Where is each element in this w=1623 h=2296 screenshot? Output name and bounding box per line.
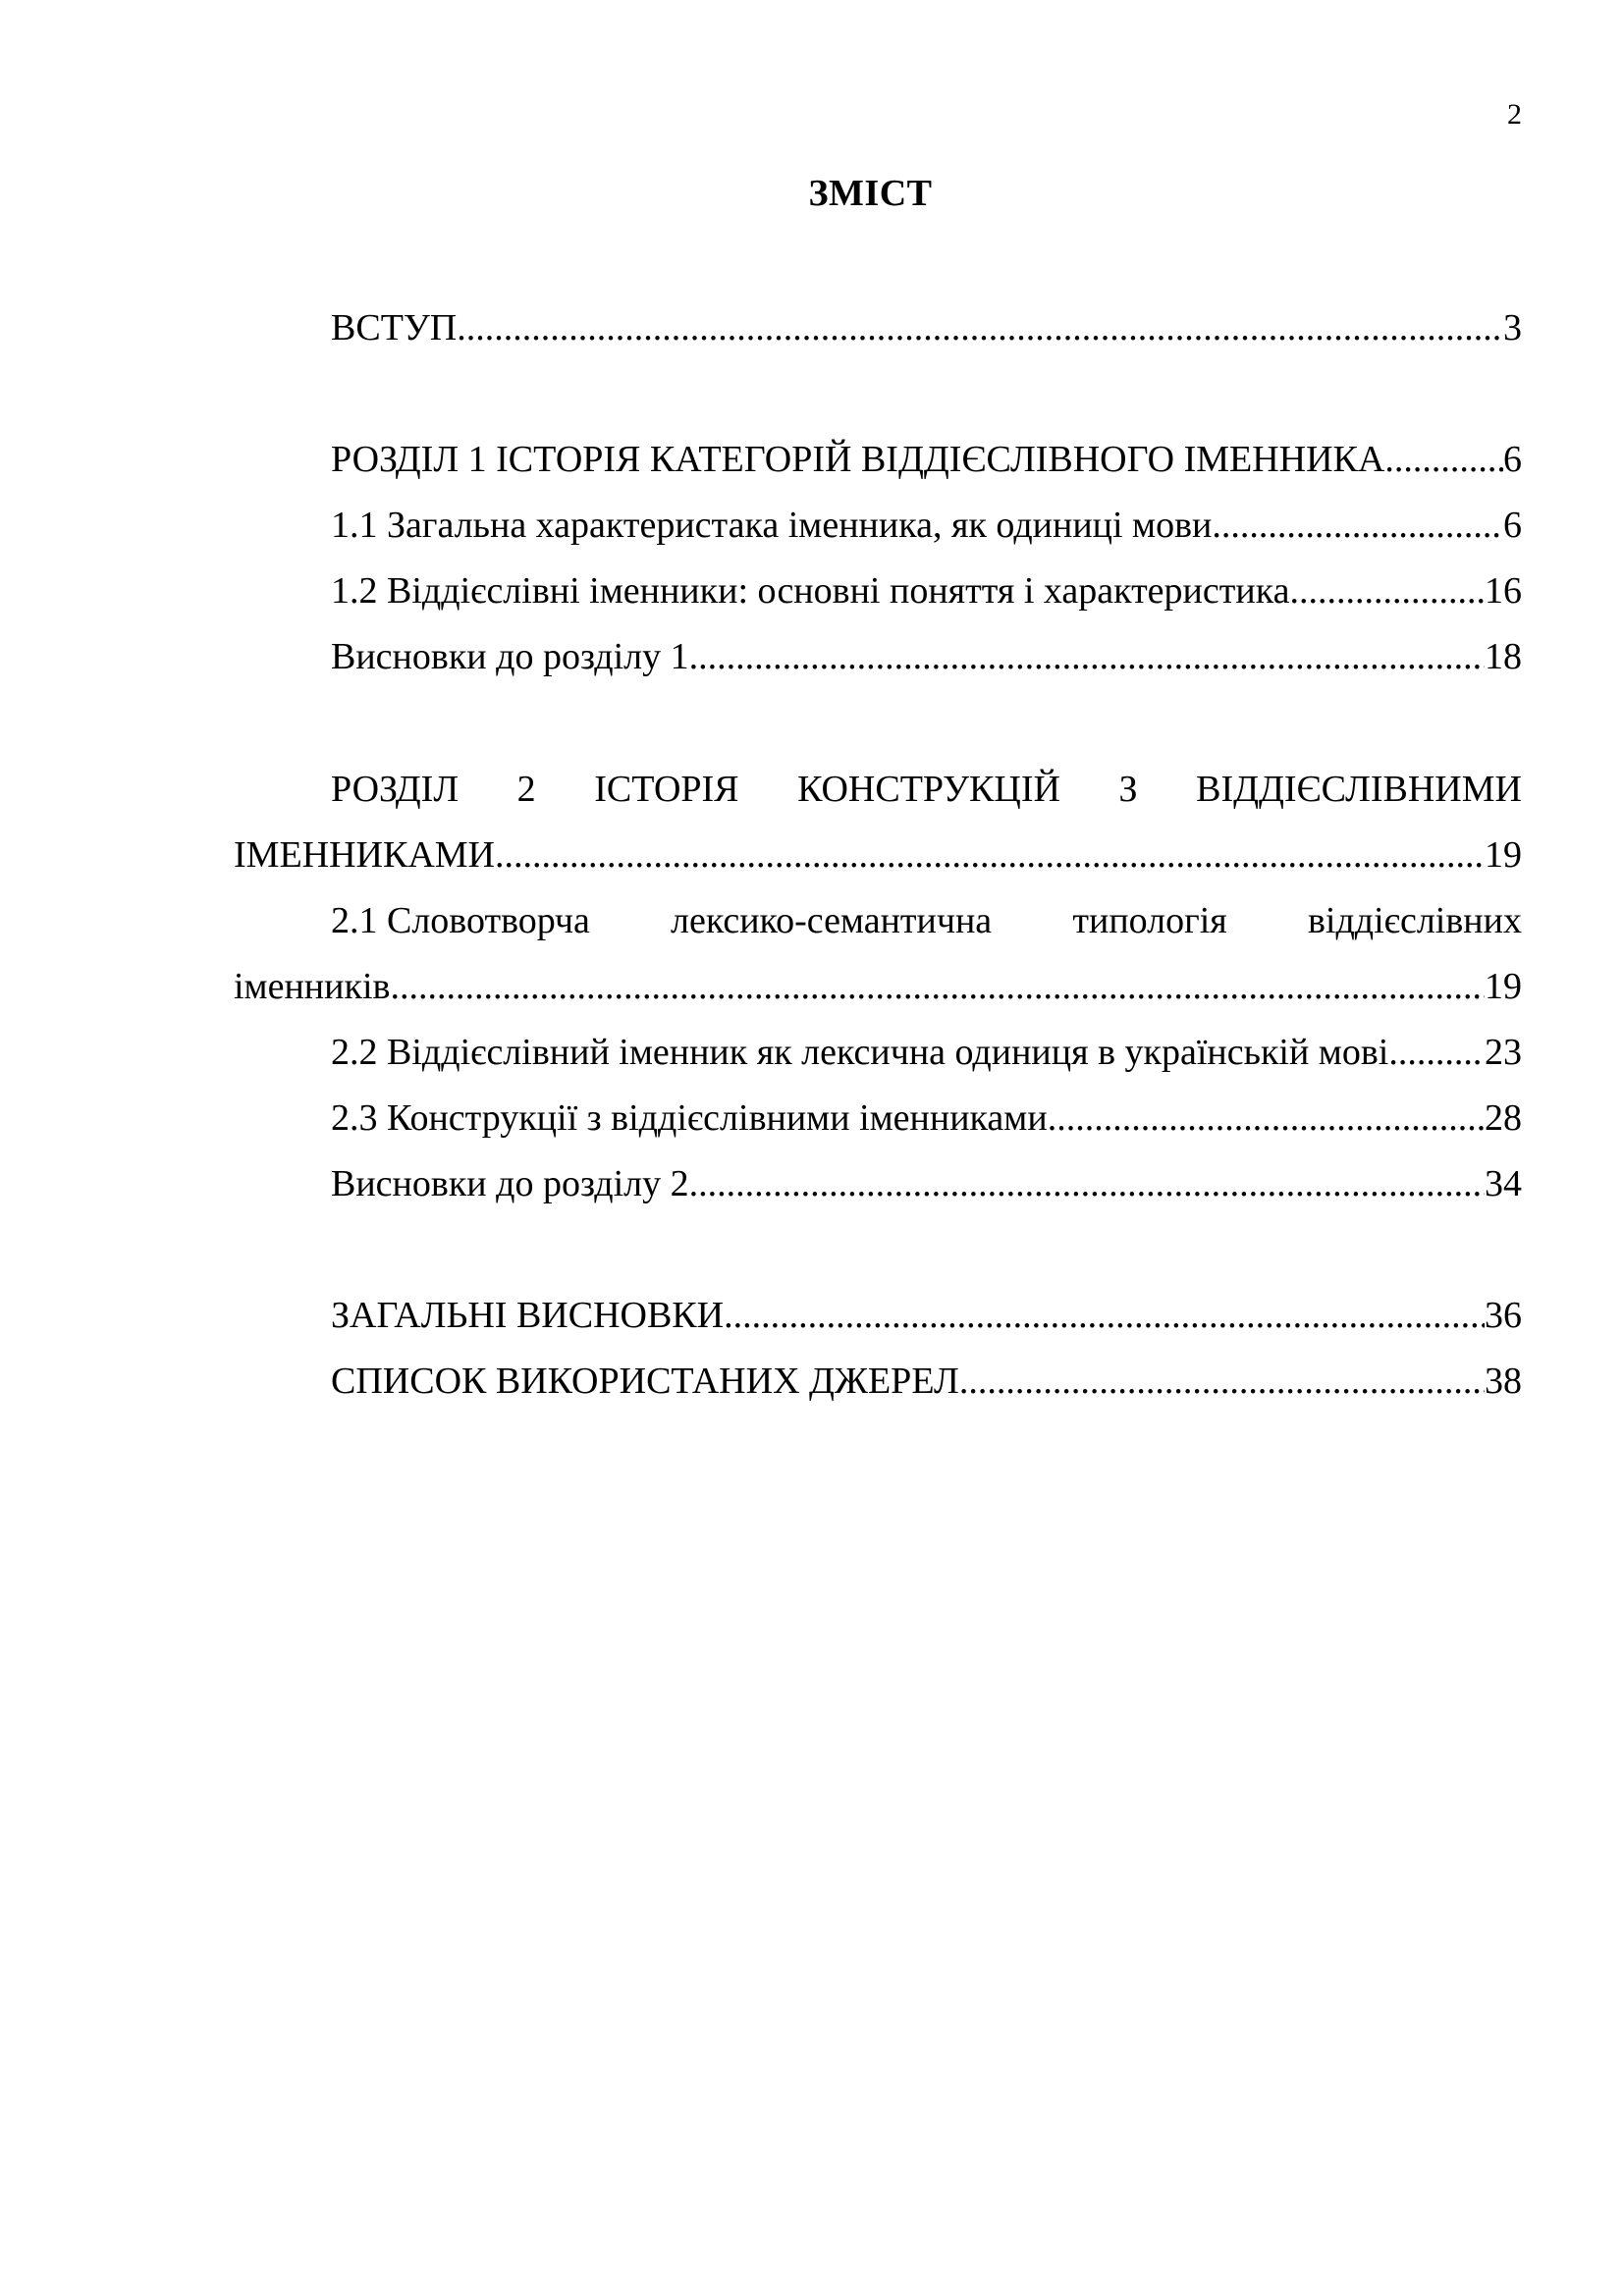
toc-word: ВІДДІЄСЛІВНИМИ [1196, 769, 1522, 810]
toc-entry-chapter-2-continuation[interactable] [234, 831, 1522, 879]
toc-page-number: 23 [1485, 1032, 1522, 1073]
toc-entry-intro[interactable] [331, 304, 1522, 351]
toc-page-number: 18 [1485, 636, 1522, 677]
toc-page-number: 38 [1485, 1361, 1522, 1402]
toc-leader-dots [1048, 1095, 1485, 1142]
toc-page-number: 19 [1485, 966, 1522, 1007]
toc-entry-section-1-1[interactable] [331, 502, 1522, 549]
toc-word: 2 [516, 769, 536, 810]
toc-word: РОЗДІЛ [331, 769, 460, 810]
toc-word: типологія [1072, 900, 1227, 941]
toc-leader-dots [1212, 502, 1503, 549]
toc-page-number: 6 [1503, 505, 1522, 546]
toc-page-number: 6 [1503, 439, 1522, 480]
toc-title: ЗМІСТ [808, 173, 933, 214]
toc-entry-general-conclusions[interactable] [331, 1292, 1522, 1339]
toc-leader-dots [689, 1160, 1485, 1207]
toc-word: віддієслівних [1307, 900, 1522, 941]
toc-entry-conclusions-2[interactable] [331, 1160, 1522, 1207]
toc-entry-text: РОЗДІЛ 1 ІСТОРІЯ КАТЕГОРІЙ ВІДДІЄСЛІВНОГО ІМЕННИКА [331, 439, 1385, 480]
toc-entry-text: 1.1 Загальна характеристака іменника, як одиниці мови [331, 505, 1213, 546]
toc-entry-text: іменників [234, 966, 391, 1007]
toc-entry-text: ЗАГАЛЬНІ ВИСНОВКИ [331, 1295, 725, 1336]
toc-leader-dots [689, 633, 1485, 680]
toc-entry-section-2-1-continuation[interactable] [234, 963, 1522, 1010]
toc-entry-text: СПИСОК ВИКОРИСТАНИХ ДЖЕРЕЛ [331, 1361, 959, 1402]
toc-word: 2.1 Словотворча [331, 900, 590, 941]
toc-word: З [1118, 769, 1138, 810]
toc-page-number: 16 [1485, 570, 1522, 612]
toc-entry-section-2-2[interactable] [331, 1029, 1522, 1076]
toc-word: лексико-семантична [671, 900, 993, 941]
toc-entry-conclusions-1[interactable] [331, 633, 1522, 680]
toc-page-number: 19 [1485, 834, 1522, 876]
toc-page-number: 36 [1485, 1295, 1522, 1336]
toc-entry-text: Висновки до розділу 1 [331, 636, 689, 677]
toc-leader-dots [457, 304, 1503, 351]
toc-entry-text: 1.2 Віддієслівні іменники: основні поняття і характеристика [331, 570, 1290, 612]
page-number: 2 [1507, 98, 1522, 131]
toc-entry-text: Висновки до розділу 2 [331, 1163, 689, 1204]
toc-leader-dots [724, 1292, 1485, 1339]
toc-entry-section-1-2[interactable] [331, 567, 1522, 614]
toc-page-number: 34 [1485, 1163, 1522, 1204]
toc-entry-text: ІМЕННИКАМИ [234, 834, 495, 876]
toc-entry-text: ВСТУП [331, 307, 458, 348]
toc-leader-dots [1384, 436, 1503, 483]
toc-page-number: 3 [1503, 307, 1522, 348]
toc-entry-section-2-1[interactable] [331, 897, 1522, 944]
toc-entry-chapter-1[interactable] [331, 436, 1522, 483]
toc-entry-chapter-2[interactable] [331, 766, 1522, 813]
toc-leader-dots [1289, 567, 1485, 614]
toc-page-number: 28 [1485, 1097, 1522, 1139]
toc-entry-references[interactable] [331, 1358, 1522, 1405]
toc-word: КОНСТРУКЦІЙ [797, 769, 1060, 810]
toc-leader-dots [959, 1358, 1485, 1405]
toc-entry-section-2-3[interactable] [331, 1095, 1522, 1142]
toc-leader-dots [1388, 1029, 1485, 1076]
toc-leader-dots [390, 963, 1485, 1010]
toc-word: ІСТОРІЯ [594, 769, 739, 810]
toc-entry-text: 2.3 Конструкції з віддієслівними іменниками [331, 1097, 1048, 1139]
toc-leader-dots [495, 831, 1485, 879]
toc-entry-text: 2.2 Віддієслівний іменник як лексична одиниця в українській мові [331, 1032, 1389, 1073]
